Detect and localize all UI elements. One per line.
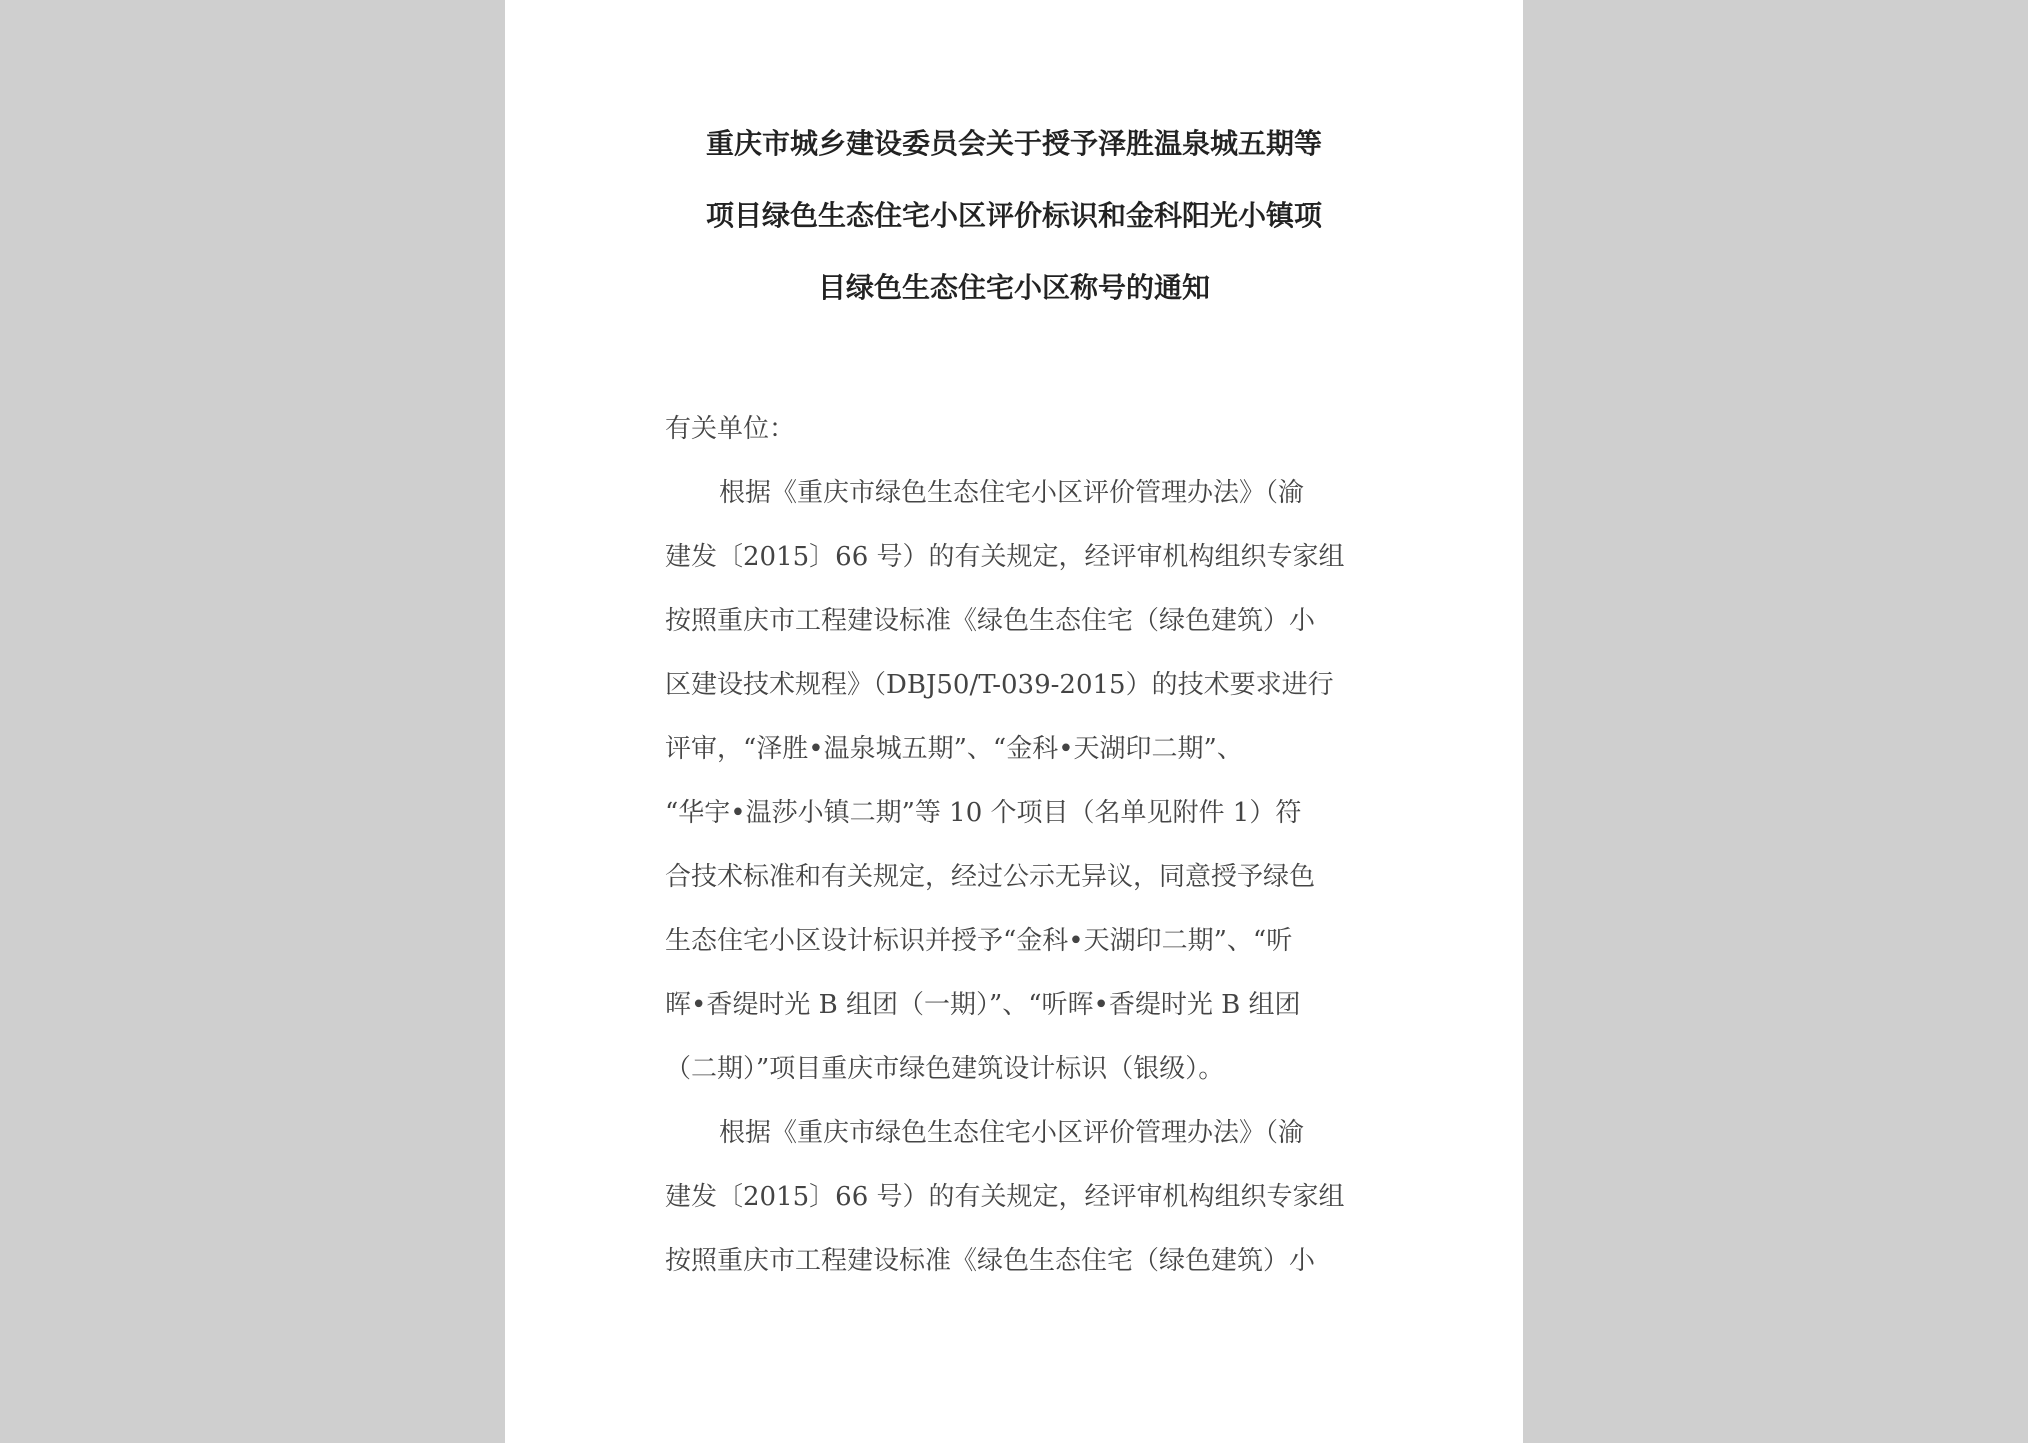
- document-body: [665, 397, 1375, 1293]
- title-line-1: 重庆市城乡建设委员会关于授予泽胜温泉城五期等: [705, 127, 1322, 160]
- paragraph-1-line-10: （二期）”项目重庆市绿色建筑设计标识（银级）。: [665, 1054, 1225, 1084]
- title-line-3: 目绿色生态住宅小区称号的通知: [817, 271, 1210, 304]
- paragraph-1-line-8: 生态住宅小区设计标识并授予“金科•天湖印二期”、“听: [665, 926, 1293, 956]
- title-line-2: 项目绿色生态住宅小区评价标识和金科阳光小镇项: [705, 199, 1322, 232]
- paragraph-1-line-5: 评审，“泽胜•温泉城五期”、“金科•天湖印二期”、: [665, 734, 1243, 764]
- paragraph-1-line-2: 建发〔2015〕66 号）的有关规定，经评审机构组织专家组: [665, 542, 1345, 572]
- paragraph-2-line-1: 根据《重庆市绿色生态住宅小区评价管理办法》（渝: [719, 1118, 1305, 1148]
- document-title: [505, 108, 1523, 324]
- paragraph-1-line-3: 按照重庆市工程建设标准《绿色生态住宅（绿色建筑）小: [665, 606, 1316, 636]
- paragraph-2-line-3: 按照重庆市工程建设标准《绿色生态住宅（绿色建筑）小: [665, 1246, 1316, 1276]
- paragraph-1-line-1: 根据《重庆市绿色生态住宅小区评价管理办法》（渝: [719, 478, 1305, 508]
- paragraph-2-line-2: 建发〔2015〕66 号）的有关规定，经评审机构组织专家组: [665, 1182, 1345, 1212]
- paragraph-1-line-4: 区建设技术规程》（DBJ50/T-039-2015）的技术要求进行: [665, 670, 1334, 700]
- paragraph-1-line-6: “华宇•温莎小镇二期”等 10 个项目（名单见附件 1）符: [665, 798, 1302, 828]
- salutation: 有关单位：: [665, 414, 796, 444]
- paragraph-1-line-7: 合技术标准和有关规定，经过公示无异议，同意授予绿色: [665, 862, 1316, 892]
- paragraph-1-line-9: 晖•香缇时光 B 组团（一期）”、“听晖•香缇时光 B 组团: [665, 990, 1301, 1020]
- document-page: [505, 0, 1523, 1443]
